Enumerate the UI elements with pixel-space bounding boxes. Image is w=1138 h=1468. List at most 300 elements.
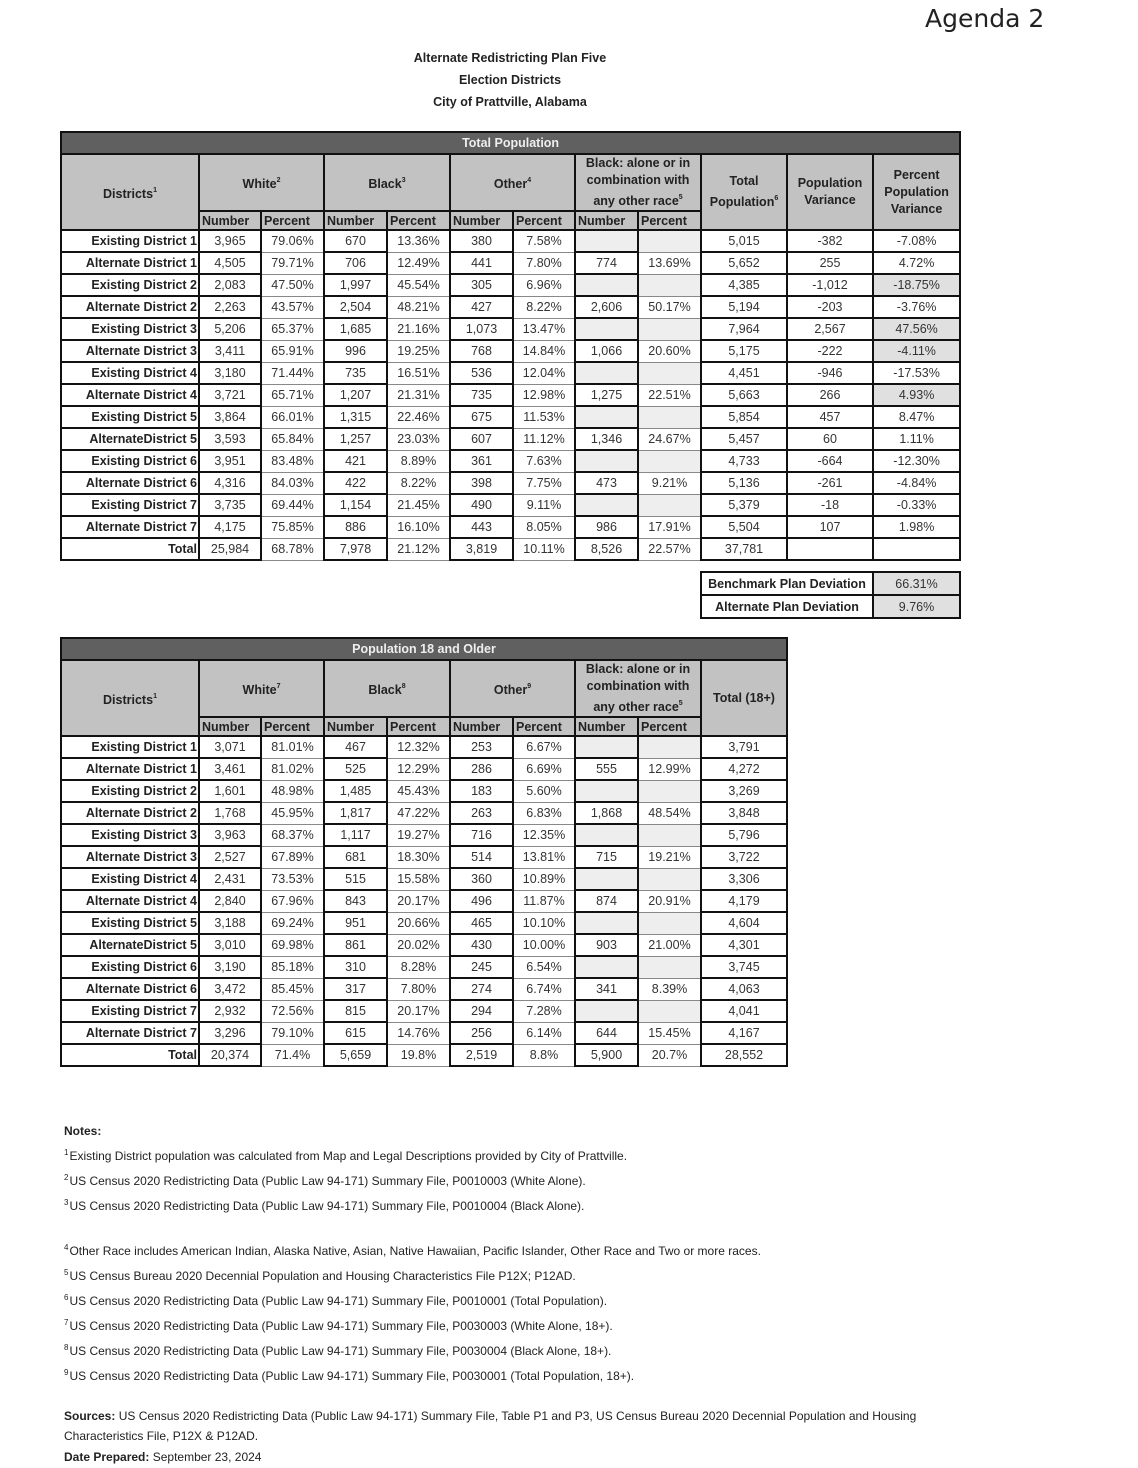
- black-combo-number: [575, 318, 638, 340]
- total-population: 3,848: [701, 802, 787, 824]
- other-percent: 11.87%: [513, 890, 575, 912]
- title-line: Alternate Redistricting Plan Five: [413, 51, 607, 65]
- black-number: 706: [324, 252, 387, 274]
- black-combo-number: [575, 824, 638, 846]
- col-header-black: Black$^8$: [324, 660, 450, 717]
- district-name: AlternateDistrict 5: [61, 934, 199, 956]
- black-combo-number: 715: [575, 846, 638, 868]
- other-percent: 8.05%: [513, 516, 575, 538]
- total-population: 4,301: [701, 934, 787, 956]
- white-number: 1,601: [199, 780, 261, 802]
- subheader-percent: Percent: [387, 211, 450, 230]
- other-number: 496: [450, 890, 513, 912]
- subheader-number: Number: [575, 211, 638, 230]
- other-number: 675: [450, 406, 513, 428]
- black-combo-percent: [638, 736, 701, 758]
- total-population: 5,504: [701, 516, 787, 538]
- black-percent: 21.45%: [387, 494, 450, 516]
- black-combo-percent: [638, 406, 701, 428]
- percent-population-variance: -3.76%: [873, 296, 960, 318]
- total-population: 5,457: [701, 428, 787, 450]
- black-percent: 21.31%: [387, 384, 450, 406]
- table-row: [61, 758, 787, 780]
- other-number: 607: [450, 428, 513, 450]
- white-percent: 65.84%: [261, 428, 324, 450]
- white-percent: 48.98%: [261, 780, 324, 802]
- black-percent: 45.43%: [387, 780, 450, 802]
- white-number: 3,190: [199, 956, 261, 978]
- white-number: 3,965: [199, 230, 261, 252]
- white-percent: 79.10%: [261, 1022, 324, 1044]
- table-row: [61, 340, 960, 362]
- total-population: 4,451: [701, 362, 787, 384]
- total-population: 37,781: [701, 538, 787, 560]
- deviation-row: [701, 572, 960, 595]
- district-name: Alternate District 2: [61, 296, 199, 318]
- note-item: $^5$US Census Bureau 2020 Decennial Population and Housing Characteristics File P12X; P12AD.: [64, 1268, 576, 1283]
- white-number: 3,735: [199, 494, 261, 516]
- district-name: Alternate District 3: [61, 340, 199, 362]
- white-number: 2,527: [199, 846, 261, 868]
- other-percent: 12.98%: [513, 384, 575, 406]
- total-population: 5,015: [701, 230, 787, 252]
- other-percent: 6.83%: [513, 802, 575, 824]
- total-population: 5,175: [701, 340, 787, 362]
- black-percent: 20.02%: [387, 934, 450, 956]
- other-percent: 10.00%: [513, 934, 575, 956]
- other-number: 441: [450, 252, 513, 274]
- subheader-percent: Percent: [513, 717, 575, 736]
- population-variance: 457: [787, 406, 873, 428]
- district-name: Existing District 2: [61, 274, 199, 296]
- table-row: [61, 362, 960, 384]
- deviation-label: Benchmark Plan Deviation: [701, 572, 873, 595]
- black-number: 886: [324, 516, 387, 538]
- table-row: [61, 450, 960, 472]
- black-combo-percent: 50.17%: [638, 296, 701, 318]
- black-combo-number: 5,900: [575, 1044, 638, 1066]
- other-number: 361: [450, 450, 513, 472]
- white-percent: 81.02%: [261, 758, 324, 780]
- black-percent: 20.17%: [387, 890, 450, 912]
- black-number: 1,315: [324, 406, 387, 428]
- table-row: [61, 868, 787, 890]
- white-number: 2,840: [199, 890, 261, 912]
- black-number: 422: [324, 472, 387, 494]
- table-row: [61, 494, 960, 516]
- black-number: 681: [324, 846, 387, 868]
- col-header-black-combo: Black: alone or in combination with any other race$^5$: [575, 154, 701, 211]
- col-header-total-population: Total Population$^6$: [701, 154, 787, 230]
- other-percent: 13.47%: [513, 318, 575, 340]
- table-row: [61, 428, 960, 450]
- note-item: $^2$US Census 2020 Redistricting Data (Public Law 94-171) Summary File, P0010003 (White Alone).: [64, 1173, 586, 1188]
- white-percent: 65.37%: [261, 318, 324, 340]
- black-combo-percent: 20.60%: [638, 340, 701, 362]
- black-percent: 19.8%: [387, 1044, 450, 1066]
- other-percent: 13.81%: [513, 846, 575, 868]
- black-percent: 18.30%: [387, 846, 450, 868]
- black-number: 310: [324, 956, 387, 978]
- population-variance: -382: [787, 230, 873, 252]
- document-title: [360, 47, 660, 113]
- deviation-row: [701, 595, 960, 618]
- total-population: 5,796: [701, 824, 787, 846]
- white-percent: 43.57%: [261, 296, 324, 318]
- other-percent: 11.12%: [513, 428, 575, 450]
- total-population: 7,964: [701, 318, 787, 340]
- table-row: [61, 274, 960, 296]
- other-number: 2,519: [450, 1044, 513, 1066]
- black-percent: 16.10%: [387, 516, 450, 538]
- black-number: 951: [324, 912, 387, 934]
- table-row: [61, 780, 787, 802]
- white-percent: 65.91%: [261, 340, 324, 362]
- total-population: 4,733: [701, 450, 787, 472]
- table-row: [61, 978, 787, 1000]
- white-percent: 79.06%: [261, 230, 324, 252]
- other-number: 263: [450, 802, 513, 824]
- black-combo-number: 555: [575, 758, 638, 780]
- percent-population-variance: 4.93%: [873, 384, 960, 406]
- white-percent: 72.56%: [261, 1000, 324, 1022]
- other-number: 430: [450, 934, 513, 956]
- white-percent: 81.01%: [261, 736, 324, 758]
- black-percent: 7.80%: [387, 978, 450, 1000]
- population-variance: -1,012: [787, 274, 873, 296]
- population-variance: 266: [787, 384, 873, 406]
- col-header-percent-population-variance: Percent Population Variance: [873, 154, 960, 230]
- black-combo-percent: [638, 824, 701, 846]
- other-percent: 5.60%: [513, 780, 575, 802]
- white-percent: 68.37%: [261, 824, 324, 846]
- subheader-percent: Percent: [513, 211, 575, 230]
- white-number: 3,963: [199, 824, 261, 846]
- col-header-total-18: Total (18+): [701, 660, 787, 736]
- black-percent: 8.28%: [387, 956, 450, 978]
- other-number: 274: [450, 978, 513, 1000]
- black-number: 615: [324, 1022, 387, 1044]
- white-number: 25,984: [199, 538, 261, 560]
- table-row: [61, 252, 960, 274]
- district-name: Existing District 7: [61, 1000, 199, 1022]
- population-variance: -18: [787, 494, 873, 516]
- total-population: 28,552: [701, 1044, 787, 1066]
- black-percent: 15.58%: [387, 868, 450, 890]
- black-number: 1,117: [324, 824, 387, 846]
- other-number: 1,073: [450, 318, 513, 340]
- black-number: 670: [324, 230, 387, 252]
- notes-heading: Notes:: [64, 1124, 102, 1138]
- black-combo-number: 2,606: [575, 296, 638, 318]
- white-percent: 67.89%: [261, 846, 324, 868]
- table-row: [61, 406, 960, 428]
- total-population: 5,136: [701, 472, 787, 494]
- table-row: [61, 472, 960, 494]
- white-percent: 69.98%: [261, 934, 324, 956]
- other-number: 465: [450, 912, 513, 934]
- population-variance: -222: [787, 340, 873, 362]
- black-percent: 8.22%: [387, 472, 450, 494]
- table-row: [61, 296, 960, 318]
- district-name: Existing District 5: [61, 406, 199, 428]
- black-combo-number: 774: [575, 252, 638, 274]
- table-row: [61, 912, 787, 934]
- black-percent: 12.49%: [387, 252, 450, 274]
- other-percent: 6.14%: [513, 1022, 575, 1044]
- note-item: $^3$US Census 2020 Redistricting Data (Public Law 94-171) Summary File, P0010004 (Black Alone).: [64, 1198, 585, 1213]
- table-row: [61, 230, 960, 252]
- black-combo-percent: 20.91%: [638, 890, 701, 912]
- note-item: $^4$Other Race includes American Indian, Alaska Native, Asian, Native Hawaiian, Pacific Islander, Other Race and Two or more races.: [64, 1243, 761, 1258]
- black-combo-percent: [638, 274, 701, 296]
- other-percent: 12.35%: [513, 824, 575, 846]
- white-percent: 75.85%: [261, 516, 324, 538]
- other-number: 536: [450, 362, 513, 384]
- black-combo-percent: 24.67%: [638, 428, 701, 450]
- total-population: 3,306: [701, 868, 787, 890]
- black-number: 2,504: [324, 296, 387, 318]
- black-percent: 12.29%: [387, 758, 450, 780]
- population-variance: 60: [787, 428, 873, 450]
- other-percent: 7.58%: [513, 230, 575, 252]
- adult-population-table: [60, 637, 788, 1067]
- subheader-number: Number: [450, 717, 513, 736]
- other-percent: 12.04%: [513, 362, 575, 384]
- white-number: 3,010: [199, 934, 261, 956]
- black-number: 5,659: [324, 1044, 387, 1066]
- population-variance: 2,567: [787, 318, 873, 340]
- subheader-percent: Percent: [638, 717, 701, 736]
- black-combo-number: 1,346: [575, 428, 638, 450]
- total-population: 4,041: [701, 1000, 787, 1022]
- table-row: [61, 824, 787, 846]
- other-number: 490: [450, 494, 513, 516]
- district-name: Existing District 7: [61, 494, 199, 516]
- percent-population-variance: -4.11%: [873, 340, 960, 362]
- table-row: [61, 318, 960, 340]
- black-percent: 20.66%: [387, 912, 450, 934]
- district-name: Alternate District 1: [61, 252, 199, 274]
- black-combo-number: [575, 956, 638, 978]
- other-percent: 8.8%: [513, 1044, 575, 1066]
- table-row: [61, 384, 960, 406]
- subheader-number: Number: [324, 717, 387, 736]
- white-percent: 65.71%: [261, 384, 324, 406]
- district-name: Existing District 6: [61, 450, 199, 472]
- other-percent: 7.75%: [513, 472, 575, 494]
- percent-population-variance: -18.75%: [873, 274, 960, 296]
- subheader-number: Number: [324, 211, 387, 230]
- other-number: 3,819: [450, 538, 513, 560]
- black-number: 1,997: [324, 274, 387, 296]
- white-percent: 69.24%: [261, 912, 324, 934]
- table-band-title: Population 18 and Older: [61, 638, 787, 660]
- note-item: $^6$US Census 2020 Redistricting Data (Public Law 94-171) Summary File, P0010001 (Total Population).: [64, 1293, 608, 1308]
- subheader-percent: Percent: [638, 211, 701, 230]
- black-combo-number: 986: [575, 516, 638, 538]
- white-number: 1,768: [199, 802, 261, 824]
- other-percent: 10.10%: [513, 912, 575, 934]
- other-number: 183: [450, 780, 513, 802]
- total-population: 3,722: [701, 846, 787, 868]
- black-number: 7,978: [324, 538, 387, 560]
- total-population: 4,385: [701, 274, 787, 296]
- title-line: City of Prattville, Alabama: [433, 95, 587, 109]
- table-row: [61, 1000, 787, 1022]
- other-percent: 6.67%: [513, 736, 575, 758]
- black-combo-number: [575, 362, 638, 384]
- total-population: 3,745: [701, 956, 787, 978]
- black-combo-number: 1,066: [575, 340, 638, 362]
- total-population-table: [60, 131, 961, 561]
- district-name: Alternate District 7: [61, 516, 199, 538]
- black-combo-percent: [638, 956, 701, 978]
- black-combo-percent: 19.21%: [638, 846, 701, 868]
- other-percent: 10.11%: [513, 538, 575, 560]
- white-percent: 47.50%: [261, 274, 324, 296]
- white-percent: 84.03%: [261, 472, 324, 494]
- black-percent: 12.32%: [387, 736, 450, 758]
- white-percent: 83.48%: [261, 450, 324, 472]
- black-number: 467: [324, 736, 387, 758]
- district-name: Alternate District 6: [61, 978, 199, 1000]
- other-percent: 7.80%: [513, 252, 575, 274]
- table-row: [61, 516, 960, 538]
- black-combo-percent: [638, 494, 701, 516]
- percent-population-variance: -12.30%: [873, 450, 960, 472]
- col-header-white: White$^7$: [199, 660, 324, 717]
- black-number: 1,817: [324, 802, 387, 824]
- white-percent: 73.53%: [261, 868, 324, 890]
- black-number: 317: [324, 978, 387, 1000]
- total-row: [61, 1044, 787, 1066]
- district-name: Alternate District 6: [61, 472, 199, 494]
- total-population: 4,179: [701, 890, 787, 912]
- black-percent: 48.21%: [387, 296, 450, 318]
- population-variance: 107: [787, 516, 873, 538]
- table-row: [61, 934, 787, 956]
- col-header-white: White$^2$: [199, 154, 324, 211]
- black-number: 515: [324, 868, 387, 890]
- black-combo-percent: [638, 1000, 701, 1022]
- other-number: 294: [450, 1000, 513, 1022]
- date-prepared: Date Prepared: September 23, 2024: [64, 1450, 262, 1464]
- black-combo-percent: 8.39%: [638, 978, 701, 1000]
- white-number: 4,316: [199, 472, 261, 494]
- black-combo-percent: [638, 912, 701, 934]
- total-population: 4,167: [701, 1022, 787, 1044]
- black-number: 1,154: [324, 494, 387, 516]
- plan-deviation-table: [700, 571, 961, 619]
- subheader-number: Number: [450, 211, 513, 230]
- black-combo-percent: [638, 780, 701, 802]
- black-number: 735: [324, 362, 387, 384]
- black-combo-percent: [638, 450, 701, 472]
- black-combo-number: [575, 230, 638, 252]
- table-band-title: Total Population: [61, 132, 960, 154]
- black-combo-percent: 20.7%: [638, 1044, 701, 1066]
- black-percent: 14.76%: [387, 1022, 450, 1044]
- other-percent: 9.11%: [513, 494, 575, 516]
- subheader-percent: Percent: [387, 717, 450, 736]
- total-population: 5,379: [701, 494, 787, 516]
- black-combo-percent: 22.51%: [638, 384, 701, 406]
- district-name: Existing District 6: [61, 956, 199, 978]
- percent-population-variance: 8.47%: [873, 406, 960, 428]
- table-row: [61, 736, 787, 758]
- population-variance: -261: [787, 472, 873, 494]
- black-percent: 21.16%: [387, 318, 450, 340]
- white-number: 3,411: [199, 340, 261, 362]
- percent-population-variance: 1.98%: [873, 516, 960, 538]
- other-number: 245: [450, 956, 513, 978]
- white-number: 3,296: [199, 1022, 261, 1044]
- other-number: 286: [450, 758, 513, 780]
- other-number: 514: [450, 846, 513, 868]
- other-number: 360: [450, 868, 513, 890]
- other-number: 256: [450, 1022, 513, 1044]
- black-combo-percent: [638, 318, 701, 340]
- subheader-percent: Percent: [261, 211, 324, 230]
- black-combo-percent: [638, 868, 701, 890]
- white-number: 4,505: [199, 252, 261, 274]
- table-row: [61, 802, 787, 824]
- percent-population-variance: -7.08%: [873, 230, 960, 252]
- other-percent: 8.22%: [513, 296, 575, 318]
- other-percent: 14.84%: [513, 340, 575, 362]
- total-population: 3,791: [701, 736, 787, 758]
- total-population: 5,194: [701, 296, 787, 318]
- district-name: Total: [61, 1044, 199, 1066]
- district-name: Existing District 1: [61, 230, 199, 252]
- white-percent: 68.78%: [261, 538, 324, 560]
- white-number: 3,071: [199, 736, 261, 758]
- total-population: 5,663: [701, 384, 787, 406]
- deviation-label: Alternate Plan Deviation: [701, 595, 873, 618]
- black-number: 525: [324, 758, 387, 780]
- black-combo-number: [575, 736, 638, 758]
- black-combo-number: 341: [575, 978, 638, 1000]
- black-percent: 8.89%: [387, 450, 450, 472]
- population-variance: -946: [787, 362, 873, 384]
- black-combo-number: [575, 494, 638, 516]
- black-number: 815: [324, 1000, 387, 1022]
- black-combo-number: [575, 912, 638, 934]
- black-combo-number: 8,526: [575, 538, 638, 560]
- white-number: 3,180: [199, 362, 261, 384]
- total-population: 5,652: [701, 252, 787, 274]
- subheader-number: Number: [575, 717, 638, 736]
- district-name: Alternate District 1: [61, 758, 199, 780]
- black-percent: 22.46%: [387, 406, 450, 428]
- black-number: 843: [324, 890, 387, 912]
- black-percent: 13.36%: [387, 230, 450, 252]
- population-variance: -664: [787, 450, 873, 472]
- black-combo-percent: [638, 362, 701, 384]
- white-percent: 79.71%: [261, 252, 324, 274]
- district-name: AlternateDistrict 5: [61, 428, 199, 450]
- other-number: 305: [450, 274, 513, 296]
- white-percent: 85.45%: [261, 978, 324, 1000]
- black-combo-percent: [638, 230, 701, 252]
- population-variance: [787, 538, 873, 560]
- other-number: 443: [450, 516, 513, 538]
- district-name: Existing District 1: [61, 736, 199, 758]
- district-name: Existing District 5: [61, 912, 199, 934]
- black-combo-number: [575, 450, 638, 472]
- black-combo-number: [575, 868, 638, 890]
